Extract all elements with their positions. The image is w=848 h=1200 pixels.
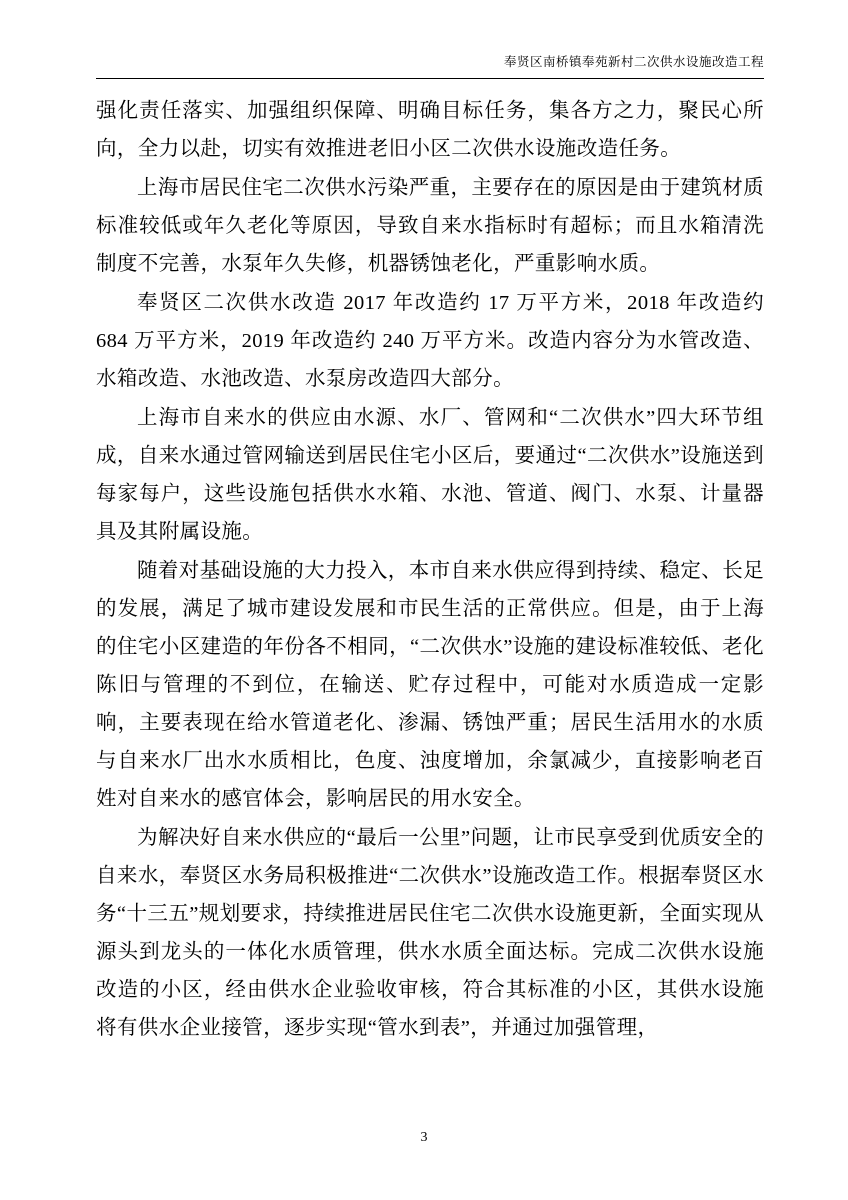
paragraph: 奉贤区二次供水改造 2017 年改造约 17 万平方米，2018 年改造约 684 万平方米，2019 年改造约 240 万平方米。改造内容分为水管改造、水箱改造、水池改造、水泵房改造四大部分。 — [96, 292, 764, 390]
header-divider — [96, 78, 764, 79]
paragraph: 上海市居民住宅二次供水污染严重，主要存在的原因是由于建筑材质标准较低或年久老化等原因，导致自来水指标时有超标；而且水箱清洗制度不完善，水泵年久失修，机器锈蚀老化，严重影响水质。 — [96, 177, 764, 275]
page-number: 3 — [420, 1130, 428, 1145]
paragraph: 随着对基础设施的大力投入，本市自来水供应得到持续、稳定、长足的发展，满足了城市建设发展和市民生活的正常供应。但是，由于上海的住宅小区建造的年份各不相同，“二次供水”设施的建设标准较低、老化陈旧与管理的不到位，在输送、贮存过程中，可能对水质造成一定影响，主要表现在给水管道老化、渗漏、锈蚀严重；居民生活用水的水质与自来水厂出水水质相比，色度、浊度增加，余氯减少，直接影响老百姓对自来水的感官体会，影响居民的用水安全。 — [96, 560, 764, 810]
page-footer — [0, 1130, 848, 1146]
header-title: 奉贤区南桥镇奉苑新村二次供水设施改造工程 — [503, 55, 764, 69]
page-header — [96, 52, 764, 70]
paragraph: 为解决好自来水供应的“最后一公里”问题，让市民享受到优质安全的自来水，奉贤区水务局积极推进“二次供水”设施改造工作。根据奉贤区水务“十三五”规划要求，持续推进居民住宅二次供水设施更新，全面实现从源头到龙头的一体化水质管理，供水水质全面达标。完成二次供水设施改造的小区，经由供水企业验收审核，符合其标准的小区，其供水设施将有供水企业接管，逐步实现“管水到表”，并通过加强管理， — [96, 827, 764, 1039]
paragraph: 上海市自来水的供应由水源、水厂、管网和“二次供水”四大环节组成，自来水通过管网输送到居民住宅小区后，要通过“二次供水”设施送到每家每户，这些设施包括供水水箱、水池、管道、阀门、水泵、计量器具及其附属设施。 — [96, 407, 764, 543]
document-body — [96, 92, 764, 1048]
paragraph: 强化责任落实、加强组织保障、明确目标任务，集各方之力，聚民心所向，全力以赴，切实有效推进老旧小区二次供水设施改造任务。 — [96, 100, 764, 160]
